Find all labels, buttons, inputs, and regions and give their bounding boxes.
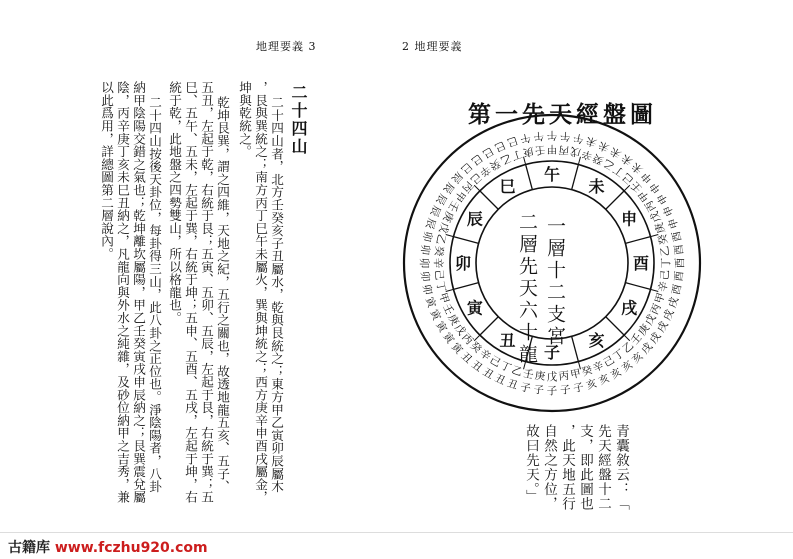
dragon-char: 己 [620,170,637,187]
dragon-char: 寅 [422,295,438,310]
dragon-char: 癸 [580,364,595,379]
branch-label: 巳 [499,176,516,196]
dragon-char: 乙 [498,151,513,167]
dragon-char: 丁 [611,347,627,364]
dragon-char: 己 [467,170,484,187]
site-url[interactable]: www.fczhu920.com [54,540,208,556]
dragon-char: 戊 [569,144,583,159]
branch-label: 丑 [499,331,516,351]
caption-column-2: 先天經盤十二 [595,424,611,511]
dragon-char: 甲 [436,291,451,306]
ring1-divider [625,283,650,290]
dragon-char: 午 [532,129,545,143]
dragon-char: 申 [655,191,671,207]
ring1-divider [606,317,624,335]
dragon-char: 丙 [648,302,664,317]
dragon-char: 辛 [580,147,595,162]
branch-label: 午 [543,165,561,184]
center-label-ring1: 一層十二支宮 [544,216,566,348]
dragon-char: 丙 [558,369,570,383]
dragon-char: 戌 [661,307,677,323]
ring1-divider [526,164,533,189]
ring1-divider [625,237,650,244]
dragon-char: 辛 [656,280,671,294]
dragon-char: 癸 [656,232,671,246]
dragon-char: 寅 [448,340,465,357]
text-column-2: ，艮與巽統之；南方丙丁巳午未屬火，巽與坤統之；西方庚辛申酉戌屬金， [253,81,268,504]
branch-label: 未 [588,176,605,196]
branch-label: 戌 [621,298,638,318]
dragon-char: 戊 [648,209,664,224]
dragon-char: 辛 [432,257,444,269]
dragon-char: 癸 [487,156,503,173]
dragon-char: 丁 [509,147,524,162]
dragon-char: 丑 [480,366,496,382]
dragon-char: 戊 [436,220,451,235]
dragon-char: 丙 [459,331,476,348]
dragon-char: 子 [519,381,532,396]
ring1-divider [606,191,624,209]
dragon-char: 壬 [445,198,462,214]
dragon-char: 亥 [608,366,624,382]
dragon-char: 申 [666,216,682,231]
dragon-char: 庚 [534,369,546,383]
dragon-char: 巳 [468,151,485,168]
text-column-3: 坤與乾統之。 [237,81,252,158]
branch-label: 辰 [466,209,483,229]
dragon-char: 未 [596,138,612,154]
dragon-char: 亥 [629,350,646,367]
dragon-char: 卯 [418,257,430,269]
dragon-char: 寅 [427,307,443,323]
dragon-char: 丑 [505,377,520,393]
dragon-char: 壬 [521,367,535,382]
dragon-char: 未 [608,144,624,160]
dragon-char: 戊 [451,322,468,338]
dragon-char: 午 [559,129,572,143]
dragon-char: 丑 [458,350,475,367]
dragon-char: 辰 [422,216,438,231]
dragon-char: 辛 [477,347,493,364]
dragon-char: 卯 [418,270,432,283]
dragon-char: 壬 [628,178,645,195]
dragon-char: 乙 [620,339,637,356]
dragon-char: 子 [546,385,558,397]
dragon-char: 己 [432,269,446,281]
center-label-ring2: 二層先天六十龍 [516,212,538,366]
dragon-char: 酉 [670,230,685,243]
dragon-char: 未 [629,159,646,176]
footer-watermark [0,532,793,559]
dragon-char: 亥 [619,358,636,375]
dragon-char: 戌 [655,319,671,335]
dragon-char: 戌 [666,295,682,310]
dragon-char: 子 [532,383,545,397]
dragon-char: 丙 [459,178,476,195]
dragon-char: 丁 [660,257,672,269]
left-page-header: 地理要義 3 [256,40,317,53]
dragon-char: 午 [546,129,558,141]
ring1-divider [453,283,478,290]
site-name: 古籍库 [8,540,50,556]
dragon-char: 庚 [636,322,653,338]
branch-label: 寅 [466,298,483,318]
section-title: 二十四山 [289,84,308,156]
text-column-7: 統于乾，此地盤之四勢雙山，所以格龍也。 [167,81,182,325]
caption-column-5: 自然之方位， [541,424,557,511]
text-column-1: 二十四山者，北方壬癸亥子丑屬水，乾與艮統之；東方甲乙寅卯辰屬木 [269,96,284,493]
dragon-char: 寅 [440,330,457,347]
dragon-char: 庚 [445,312,462,328]
dragon-char: 子 [559,383,572,397]
dragon-char: 戌 [647,330,664,347]
dragon-char: 辰 [448,169,465,186]
dragon-char: 壬 [534,143,546,157]
dragon-char: 壬 [628,331,645,348]
dragon-char: 壬 [440,302,456,317]
dragon-char: 己 [658,269,672,281]
dragon-char: 巳 [458,159,475,176]
dragon-char: 午 [519,130,532,145]
dragon-char: 乙 [509,364,524,379]
ring1-divider [572,164,579,189]
dragon-char: 酉 [672,270,686,283]
text-column-8: 二十四山按後天卦位，每卦得三山，此八卦之正位也。淨陰陽者，八卦 [147,96,162,493]
dragon-char: 辰 [440,179,457,196]
dragon-char: 乙 [433,232,448,246]
text-column-5: 五丑，左起于乾，右統于艮；五寅、五卯、五辰，左起于艮，右統于巽；五 [199,81,214,504]
dragon-char: 甲 [451,188,468,204]
dragon-char: 申 [661,203,677,219]
caption-column-1: 青囊敘云：「 [613,424,629,511]
branch-label: 申 [621,209,638,229]
dragon-char: 庚 [521,144,535,159]
text-column-6: 巳、五午、五未，左起于巽，右統于坤；五申、五酉、五戌，左起于坤，右 [183,81,198,504]
dragon-char: 丁 [611,162,627,179]
caption-column-4: ，此天地五行 [559,424,575,511]
dragon-char: 己 [601,353,617,370]
branch-label: 子 [543,343,561,362]
dragon-char: 丁 [433,280,448,294]
dragon-char: 寅 [433,319,449,335]
dragon-char: 戌 [639,340,656,357]
ring1-divider [480,191,498,209]
dragon-char: 甲 [636,188,653,204]
dragon-char: 辰 [433,191,449,207]
right-page-header: 2 地理要義 [402,40,463,53]
dragon-char: 未 [584,133,599,149]
dragon-char: 丑 [492,372,508,388]
dragon-char: 申 [639,169,656,186]
dragon-char: 辰 [427,203,443,219]
dragon-char: 丙 [558,143,570,157]
dragon-char: 卯 [419,283,434,296]
text-column-11: 以此爲用，詳總圖第二層說內。 [99,81,114,261]
ring1-divider [572,336,579,361]
dragon-char: 辛 [591,359,606,375]
dragon-char: 酉 [672,243,686,256]
dragon-char: 丙 [642,198,659,214]
branch-label: 酉 [632,254,650,273]
dragon-char: 申 [647,179,664,196]
caption-column-3: 支，即此圖也 [577,424,593,511]
dragon-char: 戊 [642,312,659,328]
diagram-title: 第一先天經盤圖 [468,101,657,128]
dragon-char: 己 [487,353,503,370]
dragon-char: 亥 [596,372,612,388]
dragon-char: 庚 [440,209,456,224]
dragon-char: 亥 [584,377,599,393]
dragon-char: 癸 [591,151,606,167]
dragon-char: 酉 [674,257,686,269]
ring1-divider [453,237,478,244]
dragon-char: 甲 [653,291,668,306]
branch-label: 亥 [588,331,605,351]
dragon-char: 未 [619,151,636,168]
text-column-10: 陰，丙辛庚丁亥未巳丑納之，凡龍向與外水之純雜，及砂位納甲之吉秀，兼 [115,81,130,504]
dragon-char: 庚 [653,220,668,235]
dragon-char: 癸 [467,339,484,356]
dragon-char: 巳 [505,133,520,149]
branch-label: 卯 [454,254,472,273]
dragon-char: 午 [572,130,585,145]
dragon-char: 巳 [480,144,496,160]
text-column-4: 乾坤艮巽，謂之四維，天地之紀，五行之關也，故透地龍五亥、五子、 [215,96,230,493]
dragon-char: 乙 [658,245,672,257]
dragon-char: 子 [572,381,585,396]
dragon-char: 甲 [569,367,583,382]
dragon-char: 卯 [418,243,432,256]
dragon-char: 戊 [546,371,558,383]
dragon-char: 丑 [468,358,485,375]
dragon-char: 癸 [432,245,446,257]
dragon-char: 酉 [670,283,685,296]
dragon-char: 卯 [419,230,434,243]
dragon-char: 甲 [546,143,558,155]
text-column-9: 納甲陰陽交錯之氣也；乾坤離坎屬陽，甲乙壬癸寅戌申辰納之；艮巽震兌屬 [131,81,146,504]
ring1-divider [480,317,498,335]
dragon-char: 丁 [498,359,513,375]
caption-column-6: 故曰先天。」 [523,424,539,505]
dragon-char: 巳 [492,138,508,154]
dragon-char: 辛 [477,162,493,179]
dragon-char: 乙 [601,156,617,173]
